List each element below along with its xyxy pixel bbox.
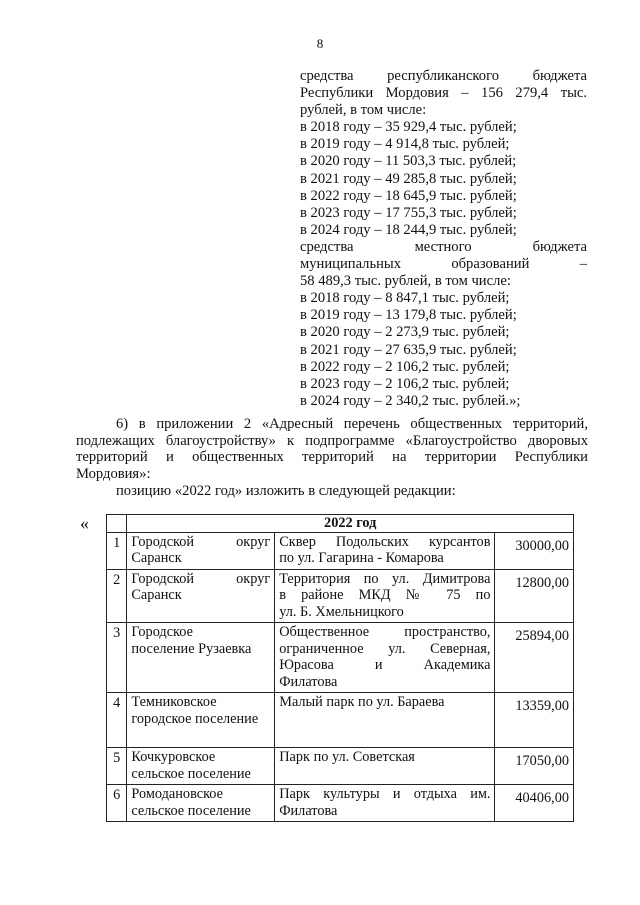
row-number: 3 (107, 623, 127, 693)
municipality-cell: Темниковское городское поселение (127, 693, 275, 748)
table-row (107, 623, 574, 693)
local-year-2024: в 2024 году – 2 340,2 тыс. рублей.»; (300, 392, 521, 409)
location-cell: Малый парк по ул. Бараева (275, 693, 495, 748)
amount-cell: 12800,00 (495, 569, 574, 623)
row-number: 6 (107, 785, 127, 822)
paragraph-6-line-3: территорий и общественных территорий на территории Республики (76, 449, 588, 465)
republic-year-2021: в 2021 году – 49 285,8 тыс. рублей; (300, 170, 517, 187)
budget-sources-block (300, 68, 587, 410)
republic-budget-line-3: рублей, в том числе: (300, 102, 427, 119)
local-year-2019: в 2019 году – 13 179,8 тыс. рублей; (300, 307, 517, 324)
republic-budget-line-2: Республики Мордовия – 156 279,4 тыс. (300, 85, 587, 102)
municipality-cell: Ромодановское сельское поселение (127, 785, 275, 822)
republic-year-2022: в 2022 году – 18 645,9 тыс. рублей; (300, 187, 517, 204)
row-number: 1 (107, 532, 127, 569)
table-header-row (107, 515, 574, 533)
row-number: 4 (107, 693, 127, 748)
local-year-2020: в 2020 году – 2 273,9 тыс. рублей; (300, 324, 510, 341)
republic-year-2019: в 2019 году – 4 914,8 тыс. рублей; (300, 136, 510, 153)
republic-year-2024: в 2024 году – 18 244,9 тыс. рублей; (300, 221, 517, 238)
page-number: 8 (316, 36, 324, 51)
table-row (107, 532, 574, 569)
local-year-2022: в 2022 году – 2 106,2 тыс. рублей; (300, 358, 510, 375)
republic-year-2023: в 2023 году – 17 755,3 тыс. рублей; (300, 204, 517, 221)
amount-cell: 17050,00 (495, 748, 574, 785)
location-cell: Общественное пространство, ограниченное ул. Северная, Юрасова и Академика Филатова (275, 623, 495, 693)
republic-budget-line-1: средства республиканского бюджета (300, 68, 587, 84)
row-number: 2 (107, 569, 127, 623)
local-budget-line-2: муниципальных образований – (300, 256, 587, 273)
table-row (107, 569, 574, 623)
row-number: 5 (107, 748, 127, 785)
location-cell: Территория по ул. Димитрова в районе МКД № 75 по ул. Б. Хмельницкого (275, 569, 495, 623)
paragraph-6-line-1: 6) в приложении 2 «Адресный перечень общественных территорий, (116, 416, 588, 432)
municipality-cell: Городской округ Саранск (127, 532, 275, 569)
table-row (107, 693, 574, 748)
amount-cell: 30000,00 (495, 532, 574, 569)
position-instruction (116, 483, 586, 500)
table-row (107, 785, 574, 822)
local-year-2023: в 2023 году – 2 106,2 тыс. рублей; (300, 375, 510, 392)
paragraph-6 (76, 416, 588, 482)
amount-cell: 40406,00 (495, 785, 574, 822)
republic-year-2018: в 2018 году – 35 929,4 тыс. рублей; (300, 119, 517, 136)
table-header-year: 2022 год (127, 515, 574, 533)
paragraph-6-line-2: подлежащих благоустройству» к подпрограмме «Благоустройство дворовых (76, 432, 588, 449)
opening-quote: « (80, 513, 89, 533)
municipality-cell: Городской округ Саранск (127, 569, 275, 623)
table-row (107, 748, 574, 785)
municipality-cell: Кочкуровское сельское поселение (127, 748, 275, 785)
local-year-2018: в 2018 году – 8 847,1 тыс. рублей; (300, 290, 510, 307)
location-cell: Сквер Подольских курсантов по ул. Гагарина - Комарова (275, 532, 495, 569)
location-cell: Парк по ул. Советская (275, 748, 495, 785)
amount-cell: 25894,00 (495, 623, 574, 693)
local-year-2021: в 2021 году – 27 635,9 тыс. рублей; (300, 341, 517, 358)
position-instruction-text: позицию «2022 год» изложить в следующей редакции: (116, 483, 456, 499)
local-budget-line-3: 58 489,3 тыс. рублей, в том числе: (300, 273, 511, 290)
location-cell: Парк культуры и отдыха им. Филатова (275, 785, 495, 822)
address-table (106, 514, 574, 822)
local-budget-line-1: средства местного бюджета (300, 238, 587, 255)
amount-cell: 13359,00 (495, 693, 574, 748)
municipality-cell: Городское поселение Рузаевка (127, 623, 275, 693)
paragraph-6-line-4: Мордовия»: (76, 465, 151, 482)
republic-year-2020: в 2020 году – 11 503,3 тыс. рублей; (300, 153, 517, 170)
